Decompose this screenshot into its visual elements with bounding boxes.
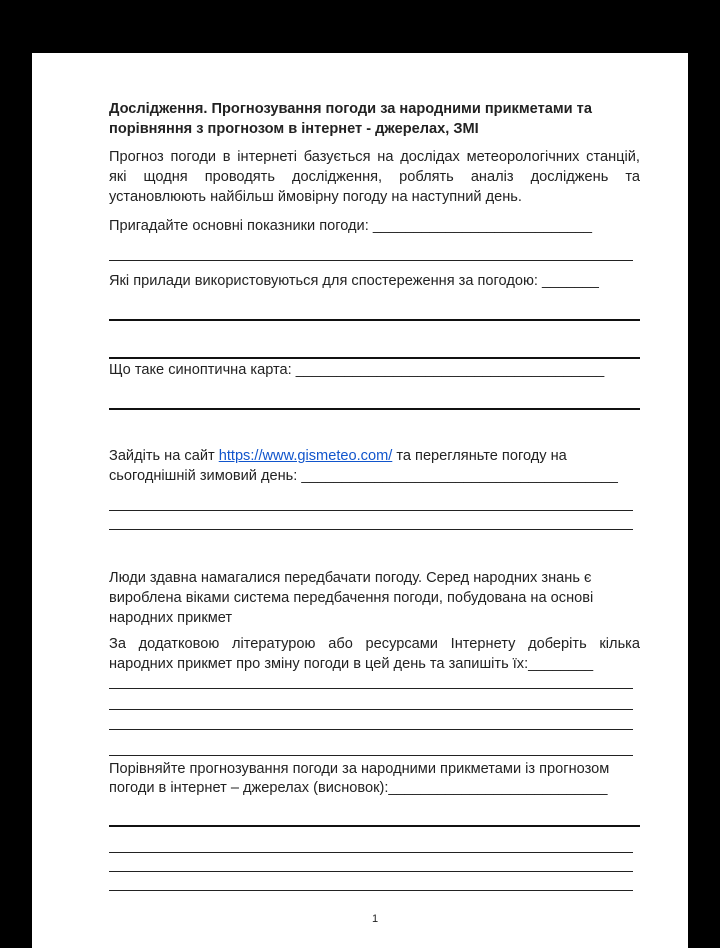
gismeteo-link[interactable]: https://www.gismeteo.com/ (218, 448, 393, 464)
answer-line (109, 688, 633, 689)
answer-line (109, 529, 633, 530)
question-weather-instruments: Які прилади використовуються для спостереження за погодою: _______ (109, 273, 599, 289)
folk-signs-line-2: вироблена віками система передбачення погоди, побудована на основі (109, 590, 594, 606)
title-line-1: Дослідження. Прогнозування погоди за народними прикметами та (109, 101, 592, 117)
document-page (32, 53, 688, 948)
answer-line (109, 319, 640, 321)
answer-line (109, 510, 633, 511)
answer-line (109, 890, 633, 891)
page-number: 1 (372, 913, 379, 925)
answer-line (109, 408, 640, 410)
question-weather-indicators: Пригадайте основні показники погоди: ___________________________ (109, 218, 592, 234)
question-gismeteo-text-after: та перегляньте погоду на (392, 448, 567, 464)
intro-line-2: які щодня проводять дослідження, роблять аналіз досліджень та (109, 169, 640, 185)
intro-line-1: Прогноз погоди в інтернеті базується на дослідах метеорологічних станцій, (109, 149, 640, 165)
question-folk-signs-line-2: народних прикмет про зміну погоди в цей день та запишіть їх:________ (109, 656, 594, 672)
answer-line (109, 755, 633, 756)
question-synoptic-map: Що таке синоптична карта: ______________________________________ (109, 362, 605, 378)
answer-line (109, 852, 633, 853)
folk-signs-line-3: народних прикмет (109, 610, 233, 626)
question-folk-signs-line-1: За додатковою літературою або ресурсами Інтернету доберіть кілька (109, 636, 640, 652)
question-conclusion-line-1: Порівняйте прогнозування погоди за народними прикметами із прогнозом (109, 761, 610, 777)
question-gismeteo-text: Зайдіть на сайт (109, 448, 219, 464)
answer-line (109, 871, 633, 872)
answer-line (109, 357, 640, 359)
question-gismeteo (109, 446, 567, 466)
answer-line (109, 825, 640, 827)
folk-signs-line-1: Люди здавна намагалися передбачати погоду. Серед народних знань є (109, 570, 592, 586)
answer-line (109, 729, 633, 730)
question-conclusion-line-2: погоди в інтернет – джерелах (висновок):___________________________ (109, 780, 608, 796)
answer-line (109, 709, 633, 710)
intro-line-3: установлюють найбільш ймовірну погоду на наступний день. (109, 189, 522, 205)
question-gismeteo-line-2: сьогоднішній зимовий день: _______________________________________ (109, 468, 618, 484)
title-line-2: порівняння з прогнозом в інтернет - джерелах, ЗМІ (109, 121, 479, 137)
answer-line (109, 260, 633, 261)
